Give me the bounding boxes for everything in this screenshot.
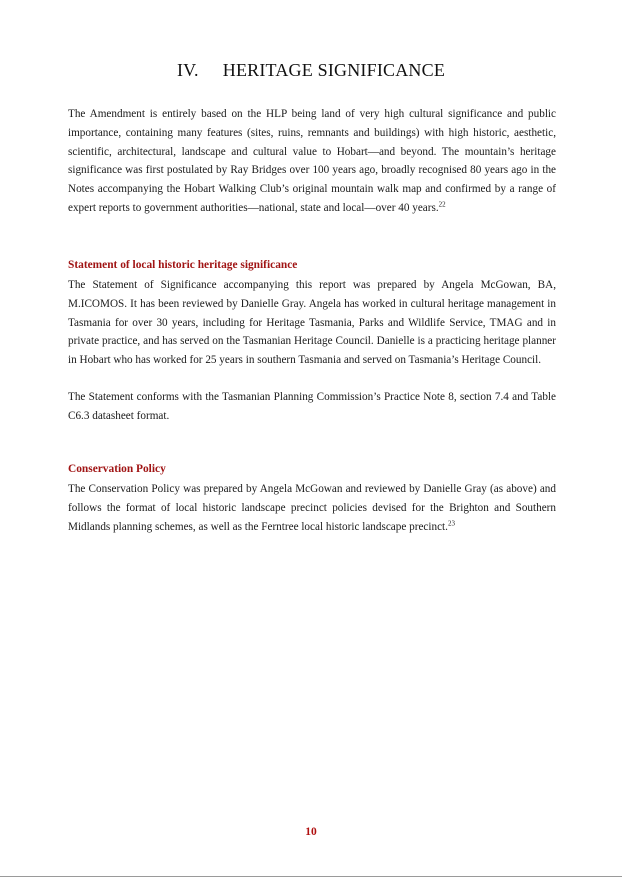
section-title-text: HERITAGE SIGNIFICANCE — [222, 60, 446, 80]
conservation-text: The Conservation Policy was prepared by Angela McGowan and reviewed by Danielle Gray (as above) and follows the format of local historic landscape precinct policies devised for the Brighton and Southern Midlands planning schemes, as well as the Ferntree local historic landscape precinct. — [68, 483, 556, 533]
statement-paragraph-2: The Statement conforms with the Tasmanian Planning Commission’s Practice Note 8, section 7.4 and Table C6.3 datasheet format. — [68, 391, 556, 422]
statement-paragraph-1: The Statement of Significance accompanying this report was prepared by Angela McGowan, BA, M.ICOMOS. It has been reviewed by Danielle Gray. Angela has worked in cultural heritage management in Tasmania for over 30 years, including for Heritage Tasmania, Parks and Wildlife Service, TMAG and in private practice, and has served on the Tasmanian Heritage Council. Danielle is a practicing heritage planner in Hobart who has worked for 25 years in southern Tasmania and served on Tasmania’s Heritage Council. — [68, 279, 556, 367]
conservation-heading: Conservation Policy — [68, 463, 166, 475]
footnote-ref-23[interactable]: 23 — [447, 518, 455, 527]
footnote-ref-22[interactable]: 22 — [438, 200, 446, 209]
statement-heading: Statement of local historic heritage significance — [68, 259, 298, 271]
intro-paragraph — [68, 105, 556, 218]
conservation-paragraph — [68, 480, 556, 536]
intro-text: The Amendment is entirely based on the HLP being land of very high cultural significance and public importance, containing many features (sites, ruins, remnants and buildings) with high historic, aesthetic, scientific, architectural, landscape and cultural value to Hobart—and beyond. The mountain’s heritage significance was first postulated by Ray Bridges over 100 years ago, broadly recognised 80 years ago in the Notes accompanying the Hobart Walking Club’s original mountain walk map and confirmed by a range of expert reports to government authorities—national, state and local—over 40 years. — [68, 108, 556, 214]
section-number: IV. — [176, 60, 199, 80]
bottom-rule — [0, 876, 622, 877]
page-number: 10 — [305, 826, 317, 838]
section-title — [0, 60, 622, 81]
